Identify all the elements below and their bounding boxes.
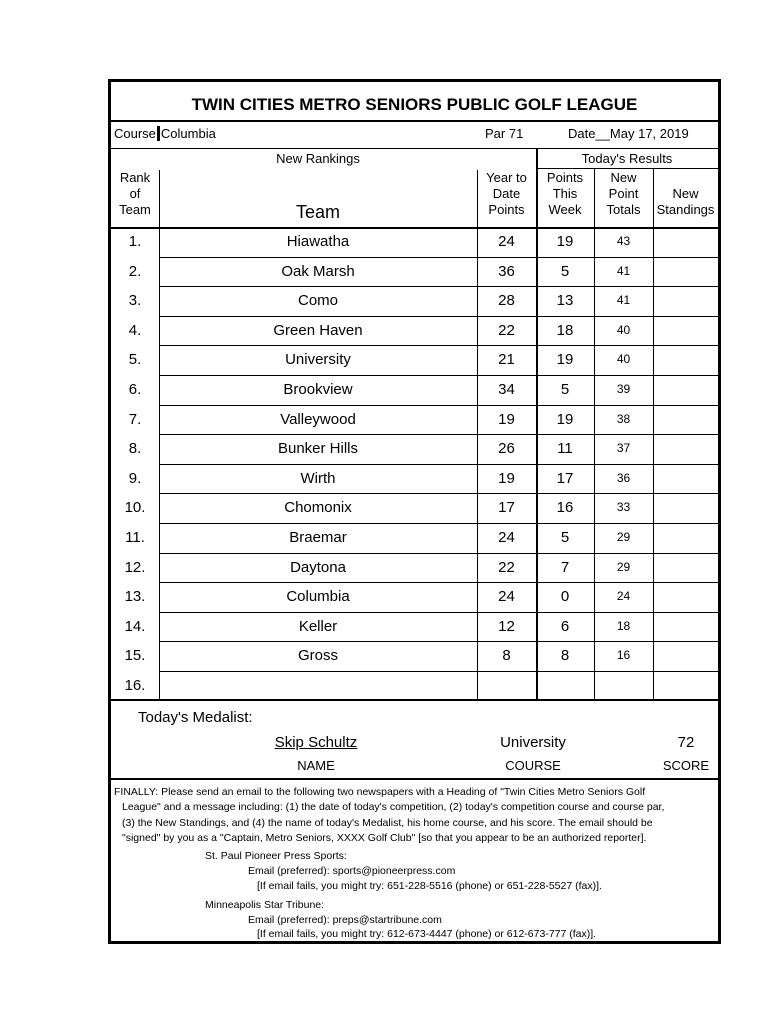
rank-cell: 4. (128, 321, 142, 339)
team-cell: Bunker Hills (277, 440, 359, 458)
team-cell: Columbia (286, 588, 350, 606)
team-cell: Hiawatha (286, 233, 350, 250)
ytd-points-cell: 26 (498, 440, 515, 458)
course-caption: COURSE (505, 758, 561, 773)
ytd-points-cell: 8 (502, 647, 511, 665)
star-tribune-alt: [If email fails, you might try: 612-673-4447 (phone) or 612-673-777 (fax)]. (257, 928, 597, 940)
new-total-cell: 40 (616, 322, 631, 337)
rank-cell: 6. (128, 381, 142, 398)
team-cell: Oak Marsh (281, 262, 355, 280)
new-total-cell: 18 (616, 618, 631, 633)
new-total-cell: 43 (616, 234, 631, 248)
new-total-cell: 29 (616, 559, 631, 574)
team-cell: Braemar (289, 529, 347, 546)
new-standing-cell (653, 345, 718, 375)
course-value: Columbia (160, 126, 216, 141)
ytd-points-cell: 19 (498, 410, 515, 428)
medalist-score: 72 (677, 734, 695, 751)
ytd-points-cell: 22 (498, 558, 515, 576)
new-standing-cell (653, 582, 718, 612)
ytd-points-cell: 24 (498, 529, 515, 546)
new-total-cell: 40 (616, 352, 631, 367)
week-points-cell: 19 (556, 351, 574, 369)
rank-cell: 12. (124, 558, 146, 576)
new-standing-cell (653, 257, 718, 287)
ytd-points-cell: 28 (498, 292, 515, 310)
course-field (114, 126, 216, 141)
ytd-header: Year to Date Points (486, 170, 527, 217)
divider (111, 148, 718, 149)
week-points-cell: 5 (560, 262, 570, 280)
instructions: FINALLY: Please send an email to the following two newspapers with a Heading of "Twin Cities Metro Seniors Golf League" and a message including: (1) the date of today's competition, (2) today's competition course and course par, (3) the New Standings, and (4) the name of today's Medalist, his home course, and his score. The email should be "signed" by you as a "Captain, Metro Seniors, XXXX Golf Club" [so that you appear to be an authorized reporter]. (114, 786, 665, 845)
new-standing-cell (653, 523, 718, 553)
new-standing-cell (653, 227, 718, 257)
week-points-cell: 19 (556, 410, 574, 428)
week-points-cell: 11 (557, 440, 573, 458)
ytd-points-cell: 19 (498, 469, 515, 487)
new-standing-cell (653, 493, 718, 523)
rank-cell: 13. (124, 588, 146, 606)
new-total-cell: 41 (616, 263, 631, 278)
new-points-header: New Point Totals (606, 170, 641, 217)
rank-cell: 1. (128, 233, 142, 250)
divider (111, 699, 718, 701)
ytd-points-cell: 17 (498, 499, 515, 517)
form-title: TWIN CITIES METRO SENIORS PUBLIC GOLF LEAGUE (191, 95, 638, 114)
ytd-points-cell: 22 (498, 321, 515, 339)
new-standing-cell (653, 316, 718, 346)
team-cell: University (285, 351, 351, 369)
todays-results-header: Today's Results (581, 151, 673, 166)
team-cell: Daytona (290, 558, 346, 576)
pioneer-press-name: St. Paul Pioneer Press Sports: (205, 850, 347, 862)
new-total-cell: 36 (616, 470, 631, 485)
rank-cell: 10. (124, 499, 146, 517)
team-cell: Keller (298, 617, 338, 635)
new-standing-cell (653, 671, 718, 701)
new-standing-cell (653, 375, 718, 405)
medalist-name: Skip Schultz (274, 734, 358, 751)
star-tribune-email: Email (preferred): preps@startribune.com (248, 914, 442, 926)
week-points-cell: 5 (560, 381, 570, 398)
new-total-cell (594, 671, 653, 701)
name-caption: NAME (297, 758, 335, 773)
team-cell (159, 671, 477, 701)
team-cell: Valleywood (280, 410, 356, 428)
week-points-cell: 16 (556, 499, 574, 517)
pioneer-press-alt: [If email fails, you might try: 651-228-5516 (phone) or 651-228-5527 (fax)]. (257, 880, 602, 892)
rank-cell: 11. (125, 529, 145, 546)
divider (111, 120, 718, 122)
rank-cell: 9. (128, 469, 142, 487)
team-cell: Brookview (283, 381, 353, 398)
week-points-cell: 8 (560, 647, 570, 665)
new-total-cell: 38 (616, 411, 631, 426)
ytd-points-cell: 24 (498, 588, 515, 606)
divider (111, 778, 718, 780)
points-week-header: Points This Week (546, 170, 584, 217)
ytd-points-cell: 21 (498, 351, 515, 369)
week-points-cell: 0 (560, 588, 570, 606)
new-total-cell: 24 (616, 589, 631, 604)
ytd-points-cell: 12 (498, 617, 515, 635)
new-standing-cell (653, 286, 718, 316)
week-points-cell: 17 (556, 469, 574, 487)
new-total-cell: 37 (616, 441, 631, 456)
star-tribune-name: Minneapolis Star Tribune: (205, 899, 325, 911)
rank-cell: 2. (128, 262, 142, 280)
rank-cell: 3. (128, 292, 142, 310)
new-standing-cell (653, 464, 718, 494)
week-points-cell (536, 671, 594, 701)
rank-cell: 16. (124, 677, 146, 694)
week-points-cell: 6 (560, 617, 570, 635)
medalist-course: University (500, 734, 566, 751)
divider (536, 168, 718, 169)
team-cell: Green Haven (273, 321, 363, 339)
new-standing-cell (653, 641, 718, 671)
course-par: Par 71 (485, 126, 524, 141)
team-cell: Wirth (300, 469, 336, 487)
week-points-cell: 18 (556, 321, 574, 339)
new-total-cell: 29 (616, 530, 631, 544)
medalist-label: Today's Medalist: (138, 709, 253, 726)
new-total-cell: 33 (616, 500, 631, 515)
new-standing-cell (653, 612, 718, 642)
rank-cell: 5. (128, 351, 142, 369)
ytd-points-cell: 24 (498, 233, 515, 250)
rank-cell: 8. (128, 440, 142, 458)
score-caption: SCORE (662, 758, 710, 773)
pioneer-press-email: Email (preferred): sports@pioneerpress.com (248, 865, 456, 877)
week-points-cell: 19 (556, 233, 574, 250)
new-standing-cell (653, 405, 718, 435)
new-total-cell: 39 (616, 382, 631, 396)
new-rankings-header: New Rankings (276, 151, 360, 166)
team-header: Team (295, 202, 340, 222)
new-total-cell: 41 (616, 293, 631, 308)
ytd-points-cell (477, 671, 536, 701)
rank-header: Rank of Team (119, 170, 151, 217)
ytd-points-cell: 36 (498, 262, 515, 280)
rank-cell: 7. (128, 410, 142, 428)
week-points-cell: 13 (556, 292, 574, 310)
league-form (108, 79, 721, 944)
competition-date: Date__May 17, 2019 (568, 126, 689, 141)
course-label: Course (114, 126, 156, 141)
rank-cell: 14. (124, 617, 146, 635)
team-cell: Gross (297, 647, 338, 665)
new-standing-cell (653, 434, 718, 464)
ytd-points-cell: 34 (498, 381, 515, 398)
team-cell: Chomonix (284, 499, 352, 517)
new-standing-cell (653, 553, 718, 583)
new-total-cell: 16 (616, 648, 631, 663)
rank-cell: 15. (124, 647, 146, 665)
week-points-cell: 7 (560, 558, 570, 576)
text-cursor (157, 126, 160, 141)
week-points-cell: 5 (560, 529, 570, 546)
new-standings-header: New Standings (656, 186, 715, 217)
team-cell: Como (297, 292, 338, 310)
